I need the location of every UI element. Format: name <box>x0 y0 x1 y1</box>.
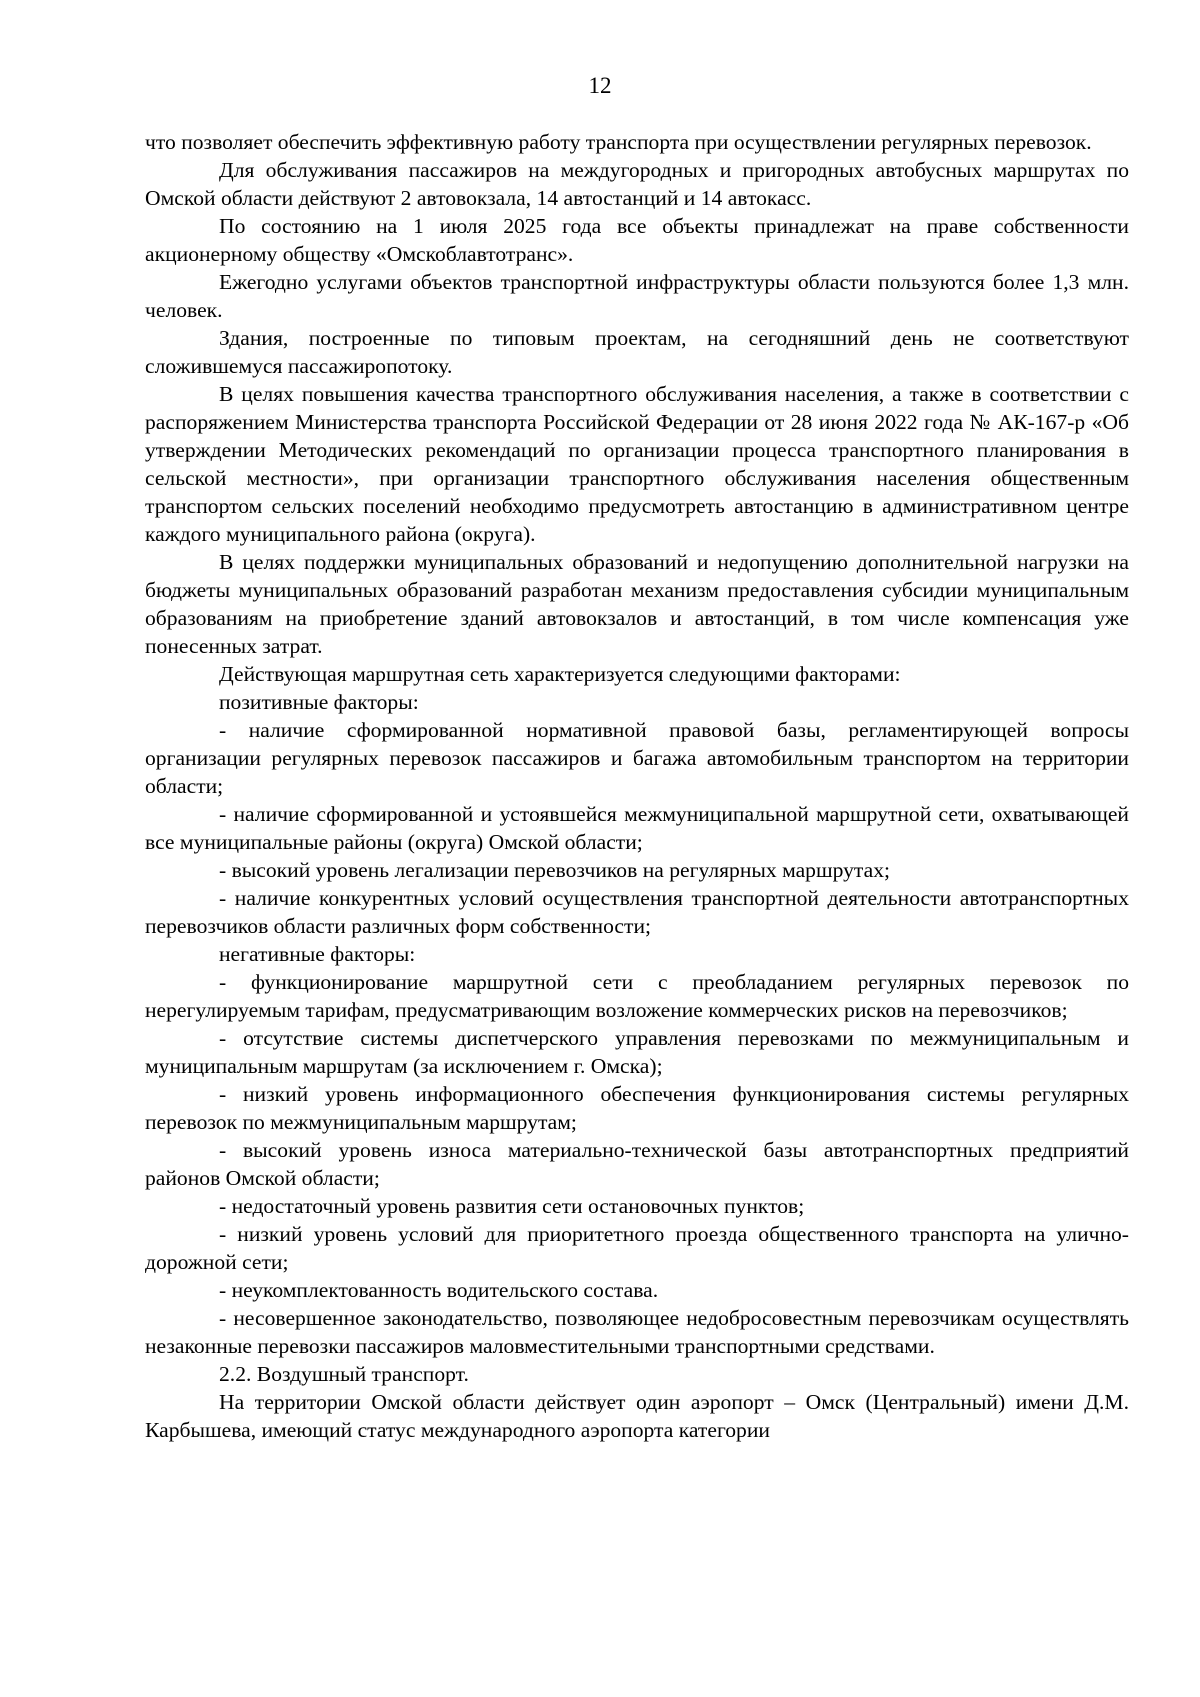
list-item: - наличие конкурентных условий осуществления транспортной деятельности автотранспортных перевозчиков области различных форм собственности; <box>145 886 1129 938</box>
list-item: - отсутствие системы диспетчерского управления перевозками по межмуниципальным и муниципальным маршрутам (за исключением г. Омска); <box>145 1026 1129 1078</box>
list-heading-positive: позитивные факторы: <box>219 690 419 714</box>
paragraph: Для обслуживания пассажиров на междугородных и пригородных автобусных маршрутах по Омской области действуют 2 автовокзала, 14 автостанций и 14 автокасс. <box>145 158 1129 210</box>
paragraph: Здания, построенные по типовым проектам, на сегодняшний день не соответствуют сложившемуся пассажиропотоку. <box>145 326 1129 378</box>
paragraph: На территории Омской области действует один аэропорт – Омск (Центральный) имени Д.М. Карбышева, имеющий статус международного аэропорта категории <box>145 1390 1129 1442</box>
list-heading-negative: негативные факторы: <box>219 942 416 966</box>
paragraph: По состоянию на 1 июля 2025 года все объекты принадлежат на праве собственности акционерному обществу «Омскоблавтотранс». <box>145 214 1129 266</box>
list-item: - наличие сформированной и устоявшейся межмуниципальной маршрутной сети, охватывающей все муниципальные районы (округа) Омской области; <box>145 802 1129 854</box>
list-item: - высокий уровень легализации перевозчиков на регулярных маршрутах; <box>219 858 890 882</box>
paragraph: Действующая маршрутная сеть характеризуется следующими факторами: <box>219 662 901 686</box>
list-item: - низкий уровень информационного обеспечения функционирования системы регулярных перевозок по межмуниципальным маршрутам; <box>145 1082 1129 1134</box>
paragraph: В целях поддержки муниципальных образований и недопущению дополнительной нагрузки на бюджеты муниципальных образований разработан механизм предоставления субсидии муниципальным образованиям на приобретение зданий автовокзалов и автостанций, в том числе компенсация уже понесенных затрат. <box>145 550 1129 658</box>
paragraph: Ежегодно услугами объектов транспортной инфраструктуры области пользуются более 1,3 млн. человек. <box>145 270 1129 322</box>
list-item: - неукомплектованность водительского состава. <box>219 1278 659 1302</box>
list-item: - высокий уровень износа материально-технической базы автотранспортных предприятий районов Омской области; <box>145 1138 1129 1190</box>
list-item: - наличие сформированной нормативной правовой базы, регламентирующей вопросы организации регулярных перевозок пассажиров и багажа автомобильным транспортом на территории области; <box>145 718 1129 798</box>
list-item: - функционирование маршрутной сети с преобладанием регулярных перевозок по нерегулируемым тарифам, предусматривающим возложение коммерческих рисков на перевозчиков; <box>145 970 1129 1022</box>
document-body <box>145 128 1129 1444</box>
paragraph: что позволяет обеспечить эффективную работу транспорта при осуществлении регулярных перевозок. <box>145 130 1092 154</box>
section-heading: 2.2. Воздушный транспорт. <box>219 1362 469 1386</box>
list-item: - недостаточный уровень развития сети остановочных пунктов; <box>219 1194 805 1218</box>
list-item: - низкий уровень условий для приоритетного проезда общественного транспорта на улично-дорожной сети; <box>145 1222 1129 1274</box>
list-item: - несовершенное законодательство, позволяющее недобросовестным перевозчикам осуществлять незаконные перевозки пассажиров маловместительными транспортными средствами. <box>145 1306 1129 1358</box>
paragraph: В целях повышения качества транспортного обслуживания населения, а также в соответствии с распоряжением Министерства транспорта Российской Федерации от 28 июня 2022 года № АК-167-р «Об утверждении Методических рекомендаций по организации процесса транспортного планирования в сельской местности», при организации транспортного обслуживания населения общественным транспортом сельских поселений необходимо предусмотреть автостанцию в административном центре каждого муниципального района (округа). <box>145 382 1129 546</box>
page-number: 12 <box>588 73 612 98</box>
